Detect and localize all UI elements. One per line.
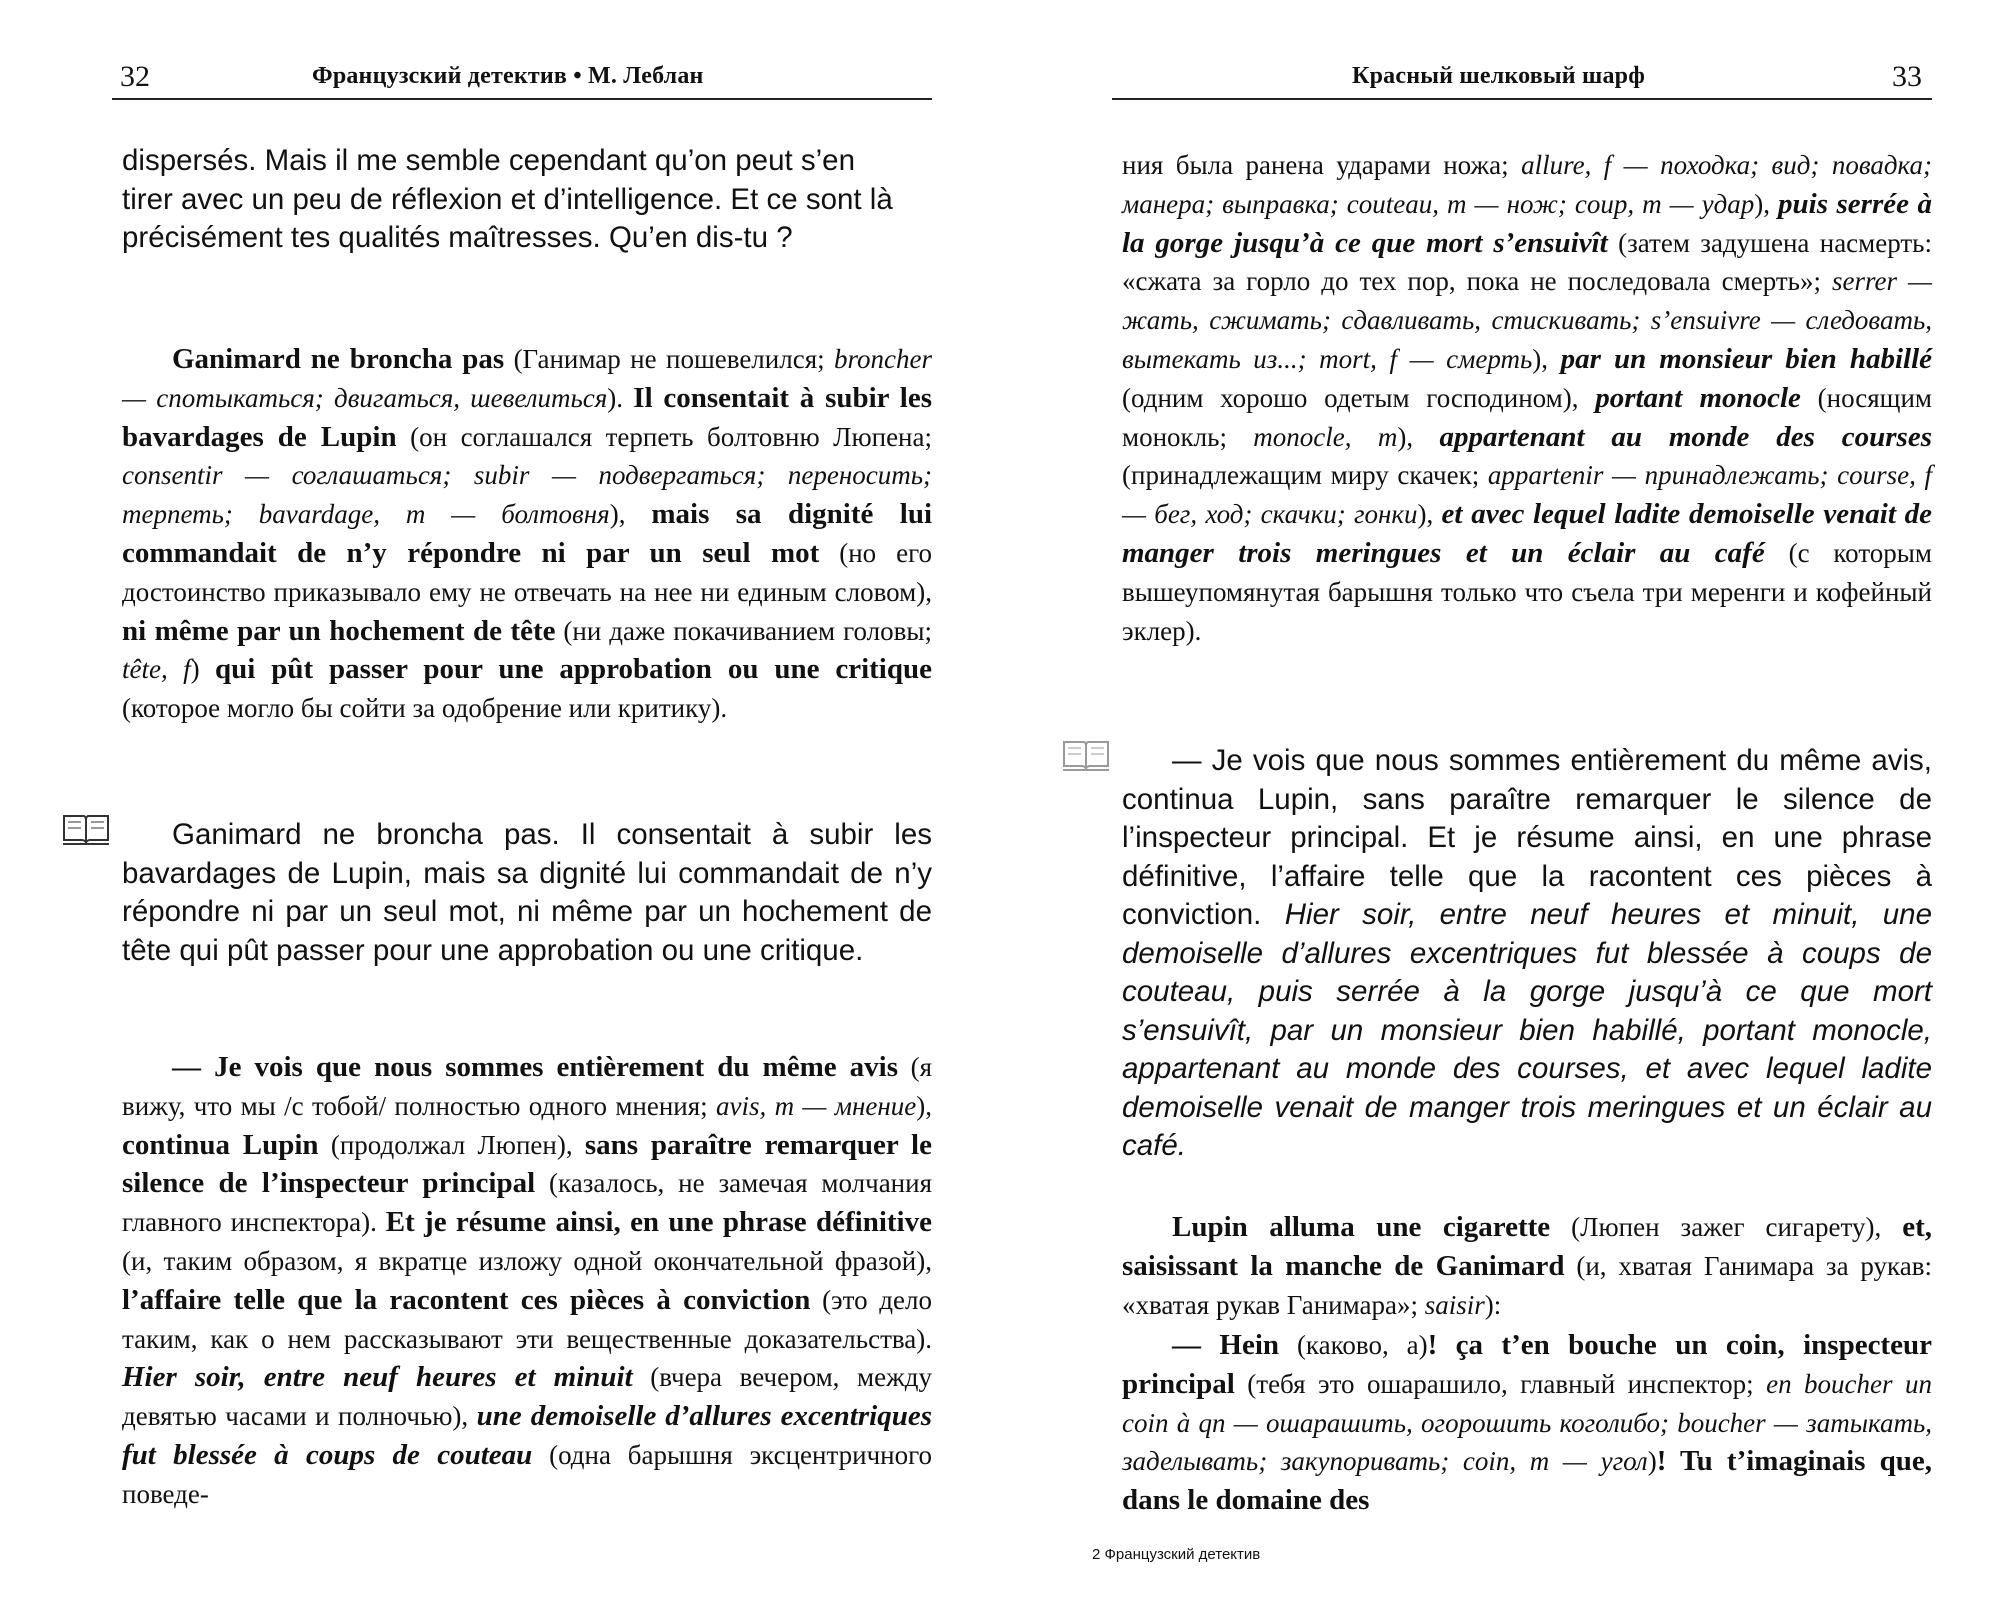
- translation: (но его достоинство приказывало ему не отвечать на нее ни единым словом),: [122, 537, 932, 607]
- french-phrase: une demoiselle d’allures excentriques fut blessée à coups de couteau: [122, 1400, 932, 1471]
- translation: ):: [1484, 1289, 1502, 1320]
- french-phrase: Ganimard ne broncha pas: [172, 343, 505, 375]
- bilingual-paragraph: [1122, 146, 1932, 650]
- translation: (каково, а): [1279, 1330, 1428, 1360]
- vocabulary-note: saisir: [1424, 1289, 1485, 1320]
- right-page-header: [1112, 58, 1932, 100]
- french-phrase: l’affaire telle que la racontent ces pièces à conviction: [122, 1283, 811, 1316]
- translation: ),: [1417, 499, 1442, 530]
- vocabulary-note: consentir — соглашаться; subir — подвергаться; переносить; терпеть; bavardage, m — болтовня: [122, 460, 932, 530]
- bilingual-paragraph: [122, 340, 932, 728]
- translation: (затем задушена насмерть: «сжата за горло до тех пор, пока не последовала смерть»;: [1122, 227, 1932, 297]
- translation: (это дело таким, как о нем рассказывают эти вещественные доказательства).: [122, 1284, 933, 1354]
- translation: (одна барышня эксцентричного поведе-: [122, 1439, 932, 1509]
- french-phrase: continua Lupin: [122, 1128, 319, 1161]
- running-title: Французский детектив • М. Леблан: [312, 63, 704, 89]
- text-line: dispersés. Mais il me semble cependant qu’on peut s’en: [122, 144, 855, 177]
- translation: (я вижу, что мы /с тобой/ полностью одного мнения;: [122, 1052, 932, 1121]
- french-phrase: Et je résume ainsi, en une phrase définitive: [385, 1206, 932, 1239]
- french-phrase: ni même par un hochement de tête: [122, 614, 556, 647]
- french-text: — Je vois que nous sommes entièrement du même avis, continua Lupin, sans paraître remarquer le silence de l’inspecteur principal. Et je résume ainsi, en une phrase définitive, l’affaire telle que la racontent ces pièces à conviction.: [1122, 744, 1932, 931]
- translation: ),: [1754, 188, 1779, 219]
- translation: (и, таким образом, я вкратце изложу одной окончательной фразой),: [122, 1245, 932, 1276]
- translation: ),: [609, 499, 652, 530]
- translation: (Люпен зажег сигарету),: [1550, 1212, 1903, 1242]
- translation: ).: [607, 382, 634, 413]
- vocabulary-note: monocle, m: [1253, 421, 1398, 452]
- translation: ),: [916, 1090, 932, 1121]
- translation: (казалось, не замечая молчания главного инспектора).: [122, 1168, 932, 1238]
- french-phrase: — Hein: [1172, 1329, 1280, 1361]
- open-book-icon: [1062, 738, 1110, 772]
- french-paragraph-continued: [122, 142, 932, 258]
- bilingual-paragraph: [122, 1048, 932, 1514]
- translation: ): [190, 654, 216, 685]
- french-phrase: Lupin alluma une cigarette: [1172, 1211, 1551, 1243]
- vocabulary-note: allure, f — походка; вид; повадка; манера; выправка; couteau, m — нож; coup, m — удар: [1122, 150, 1932, 219]
- french-phrase: — Je vois que nous sommes entièrement du même avis: [172, 1051, 899, 1083]
- french-phrase: ! Tu t’imaginais que, dans le domaine des: [1122, 1445, 1932, 1517]
- vocabulary-note: tête, f: [122, 654, 191, 685]
- translation: ния была ранена ударами ножа;: [1122, 150, 1522, 180]
- translation: (принадлежащим миру скачек;: [1122, 460, 1488, 491]
- left-page-header: [112, 58, 932, 100]
- page-number: 33: [1892, 60, 1922, 93]
- french-italic-text: Hier soir, entre neuf heures et minuit, une demoiselle d’allures excentriques fut blessée à coups de couteau, puis serrée à la gorge jusqu’à ce que mort s’ensuivît, par un monsieur bien habillé, portant monocle, appartenant au monde des courses, et avec lequel ladite demoiselle venait de manger trois meringues et un éclair au café.: [1122, 898, 1932, 1162]
- running-title: Красный шелковый шарф: [1352, 63, 1646, 89]
- translation: ),: [1397, 421, 1440, 452]
- translation: (с которым вышеупомянутая барышня только что съела три меренги и кофейный эклер).: [1122, 537, 1932, 646]
- french-phrase: ! ça t’en bouche un coin, inspecteur principal: [1122, 1329, 1932, 1400]
- translation: (он соглашался терпеть болтовню Люпена;: [396, 421, 932, 452]
- french-phrase: qui pût passer pour une approbation ou une critique: [215, 653, 932, 686]
- french-phrase: Il consentait à subir les bavardages de Lupin: [122, 381, 932, 453]
- translation: ): [1647, 1446, 1657, 1477]
- bilingual-paragraph: [1122, 1208, 1932, 1324]
- bilingual-paragraph: [1122, 1326, 1932, 1520]
- french-phrase: par un monsieur bien habillé: [1560, 342, 1932, 375]
- french-phrase: puis serrée à la gorge jusqu’à ce que mort s’ensuivît: [1122, 187, 1932, 259]
- vocabulary-note: avis, m — мнение: [716, 1090, 917, 1121]
- open-book-icon: [62, 812, 110, 846]
- translation: (вчера вечером, между девятью часами и полночью),: [122, 1362, 932, 1432]
- translation: (которое могло бы сойти за одобрение или критику).: [122, 693, 728, 724]
- translation: (ни даже покачиванием головы;: [555, 615, 932, 646]
- translation: (продолжал Люпен),: [318, 1129, 585, 1160]
- translation: (тебя это ошарашило, главный инспектор;: [1234, 1368, 1767, 1399]
- translation: (одним хорошо одетым господином),: [1122, 382, 1596, 413]
- french-phrase: et, saisissant la manche de Ganimard: [1122, 1211, 1932, 1282]
- french-phrase: mais sa dignité lui commandait de n’y répondre ni par un seul mot: [122, 498, 933, 569]
- french-paragraph: Ganimard ne broncha pas. Il consentait à subir les bavardages de Lupin, mais sa dignité lui commandait de n’y répondre ni par un seul mot, ni même par un hochement de tête qui pût passer pour une approbation ou une critique.: [122, 818, 932, 967]
- french-phrase: portant monocle: [1595, 381, 1801, 414]
- vocabulary-note: serrer — жать, сжимать; сдавливать, стискивать; s’ensuivre — следовать, вытекать из...; mort, f — смерть: [1122, 266, 1932, 374]
- translation: (и, хватая Ганимара за рукав: «хватая рукав Ганимара»;: [1122, 1250, 1932, 1320]
- page-number: 32: [120, 60, 150, 93]
- translation: (Ганимар не пошевелился;: [504, 344, 835, 374]
- french-phrase: sans paraître remarquer le silence de l’inspecteur principal: [122, 1128, 932, 1200]
- signature-footer: 2 Французский детектив: [1092, 1546, 1261, 1563]
- text-line: précisément tes qualités maîtresses. Qu’en dis-tu ?: [122, 221, 793, 254]
- vocabulary-note: appartenir — принадлежать; course, f — бег, ход; скачки; гонки: [1122, 460, 1932, 530]
- translation: ),: [1532, 343, 1561, 374]
- french-phrase: et avec lequel ladite demoiselle venait de manger trois meringues et un éclair au café: [1122, 498, 1932, 569]
- french-paragraph: [1122, 742, 1932, 1166]
- french-phrase: Hier soir, entre neuf heures et minuit: [122, 1361, 633, 1394]
- translation: (носящим монокль;: [1122, 382, 1932, 452]
- vocabulary-note: en boucher un coin à qn — ошарашить, огорошить коголибо; boucher — затыкать, заделывать; закупоривать; coin, m — угол: [1122, 1368, 1933, 1477]
- text-line: tirer avec un peu de réflexion et d’intelligence. Et ce sont là: [122, 182, 893, 216]
- vocabulary-note: broncher — спотыкаться; двигаться, шевелиться: [122, 344, 933, 413]
- french-phrase: appartenant au monde des courses: [1439, 420, 1932, 453]
